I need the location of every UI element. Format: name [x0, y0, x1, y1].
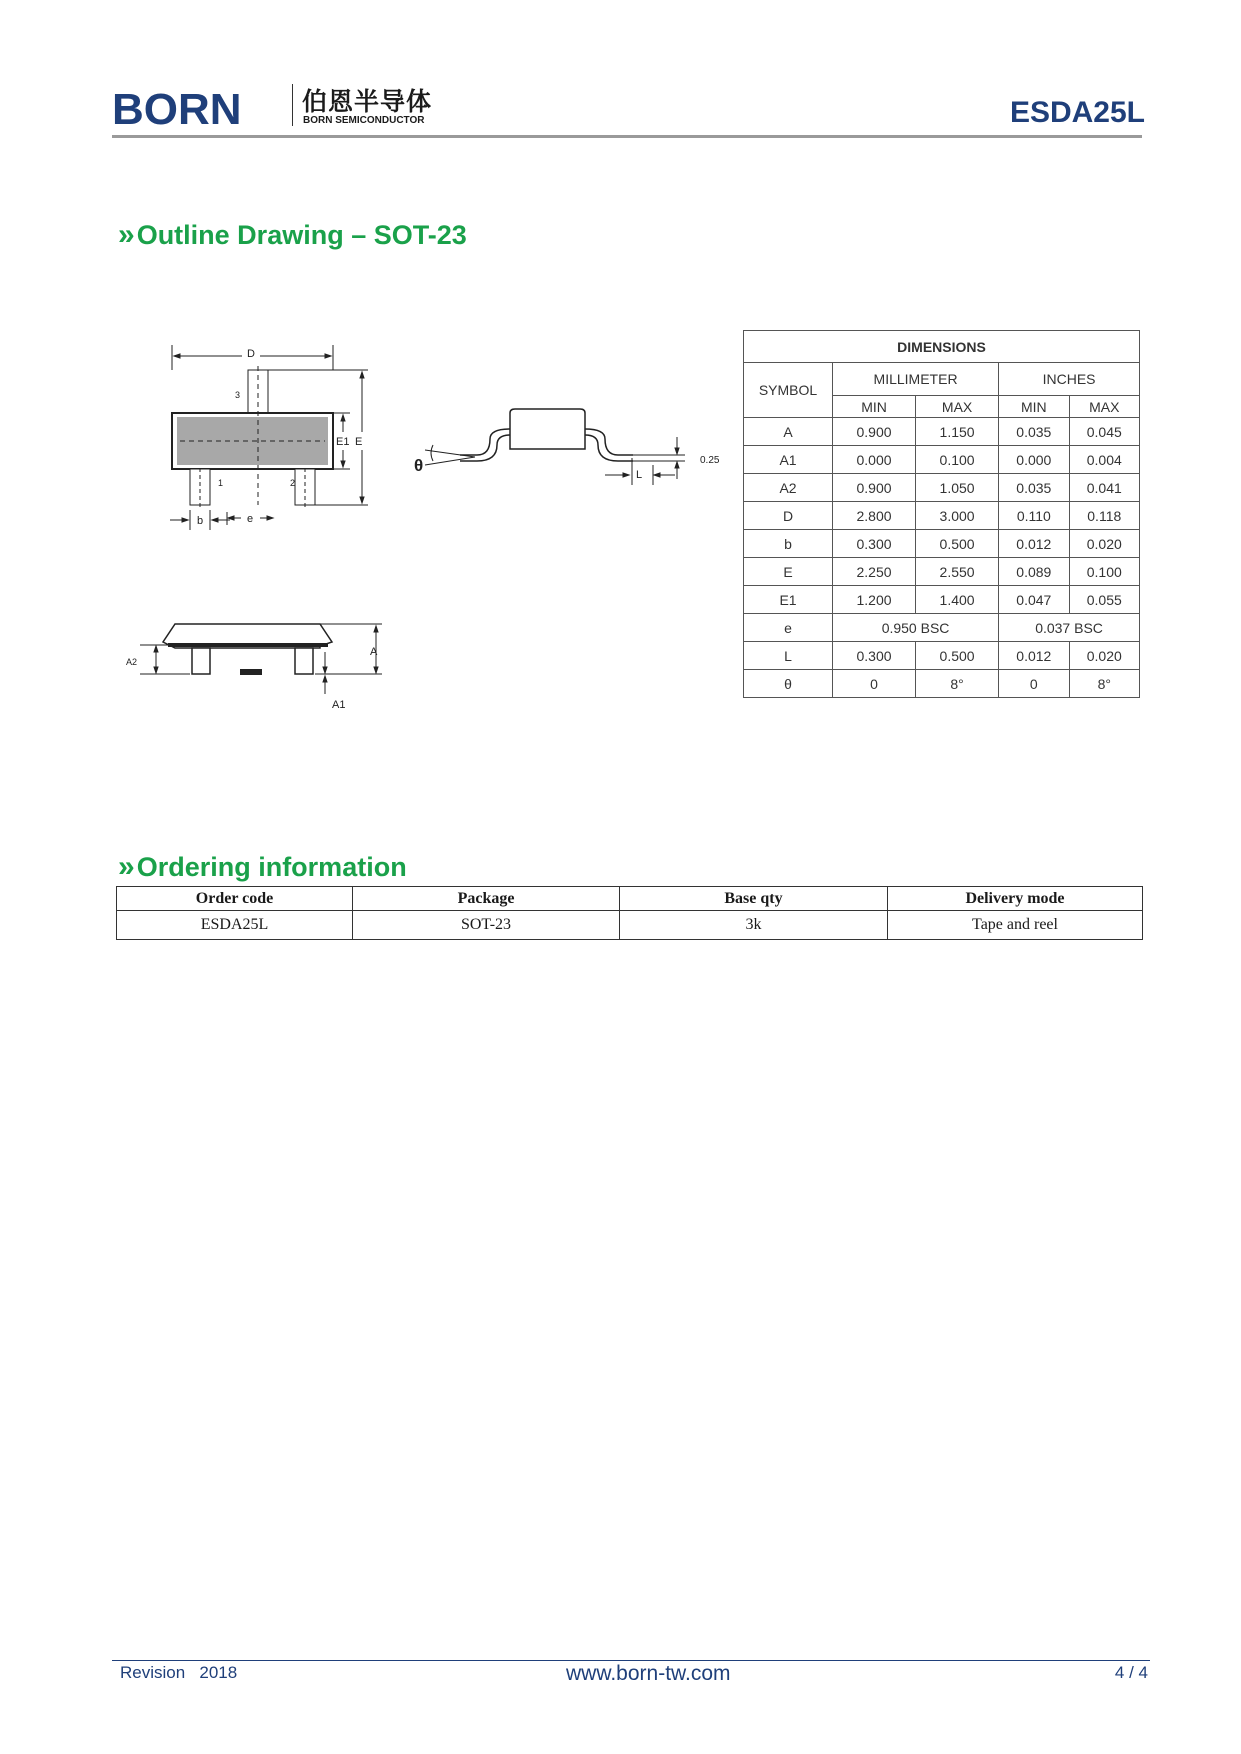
dim-value: 0.000: [999, 446, 1069, 474]
dim-value: 8°: [916, 670, 999, 698]
label-theta: θ: [414, 456, 424, 475]
column-header-order-code: Order code: [117, 887, 353, 911]
dim-symbol: A1: [744, 446, 833, 474]
label-pin1: 1: [218, 478, 224, 488]
dim-symbol: b: [744, 530, 833, 558]
dim-value: 1.150: [916, 418, 999, 446]
symbol-header: SYMBOL: [744, 363, 833, 418]
table-row: [744, 558, 1140, 586]
millimeter-header: MILLIMETER: [833, 363, 999, 396]
dim-value: 0: [833, 670, 916, 698]
ordering-information-title: [118, 850, 407, 884]
dim-value: 0.118: [1069, 502, 1139, 530]
dim-value: 0.012: [999, 530, 1069, 558]
column-header-delivery-mode: Delivery mode: [888, 887, 1143, 911]
label-D: D: [247, 348, 255, 360]
dim-value: 0.045: [1069, 418, 1139, 446]
dim-value: 2.800: [833, 502, 916, 530]
dim-value: 2.250: [833, 558, 916, 586]
dim-symbol: E: [744, 558, 833, 586]
table-row: [744, 446, 1140, 474]
footer-revision: Revision 2018: [120, 1663, 238, 1682]
dim-value: 0.055: [1069, 586, 1139, 614]
dim-value: 0.035: [999, 418, 1069, 446]
dim-value: 1.050: [916, 474, 999, 502]
label-A: A: [370, 646, 378, 658]
label-pin2: 2: [290, 478, 296, 488]
ordering-table: [116, 886, 1143, 940]
mm-max-header: MAX: [916, 396, 999, 418]
dim-value: 0.300: [833, 642, 916, 670]
dim-value: 0.047: [999, 586, 1069, 614]
dim-value: 0.037 BSC: [999, 614, 1140, 642]
table-row: [744, 530, 1140, 558]
dimensions-title: DIMENSIONS: [744, 331, 1140, 363]
dim-value: 0.035: [999, 474, 1069, 502]
table-row: [744, 670, 1140, 698]
dim-value: 1.200: [833, 586, 916, 614]
dim-symbol: L: [744, 642, 833, 670]
table-header-row: [117, 887, 1143, 911]
brand-english-name: BORN SEMICONDUCTOR: [303, 115, 425, 126]
footer-rule: [112, 1660, 1150, 1661]
dim-value: 0.089: [999, 558, 1069, 586]
label-pin3: 3: [235, 390, 241, 400]
dim-value: 0.500: [916, 530, 999, 558]
brand-chinese-name: 伯恩半导体: [302, 87, 433, 116]
in-min-header: MIN: [999, 396, 1069, 418]
dim-value: 3.000: [916, 502, 999, 530]
label-E: E: [355, 436, 363, 448]
table-row: [744, 474, 1140, 502]
outline-title-text: Outline Drawing – SOT-23: [136, 220, 467, 250]
dim-value: 0.500: [916, 642, 999, 670]
label-L: L: [636, 469, 643, 481]
table-row: [744, 418, 1140, 446]
dim-value: 2.550: [916, 558, 999, 586]
part-number: ESDA25L: [1009, 96, 1145, 129]
header-rule: [112, 135, 1142, 138]
dim-symbol: A: [744, 418, 833, 446]
dim-value: 0: [999, 670, 1069, 698]
footer-page-number: 4 / 4: [1114, 1663, 1148, 1682]
label-lead-thickness: 0.25: [700, 455, 720, 466]
dim-value: 0.020: [1069, 642, 1139, 670]
label-E1: E1: [336, 436, 350, 448]
table-row: [744, 502, 1140, 530]
dim-symbol: D: [744, 502, 833, 530]
label-e: e: [247, 513, 254, 525]
dim-value: 0.004: [1069, 446, 1139, 474]
table-row: [744, 614, 1140, 642]
ordering-title-text: Ordering information: [136, 852, 407, 882]
dim-value: 8°: [1069, 670, 1139, 698]
dim-value: 0.020: [1069, 530, 1139, 558]
dim-symbol: E1: [744, 586, 833, 614]
order-code-cell: ESDA25L: [117, 911, 353, 940]
base-qty-cell: 3k: [620, 911, 888, 940]
column-header-package: Package: [353, 887, 620, 911]
column-header-base-qty: Base qty: [620, 887, 888, 911]
side-profile-drawing: [405, 395, 735, 490]
label-b: b: [197, 515, 204, 527]
dim-value: 0.012: [999, 642, 1069, 670]
label-A2: A2: [126, 657, 138, 667]
table-row: [117, 911, 1143, 940]
dim-value: 0.000: [833, 446, 916, 474]
dim-value: 0.900: [833, 474, 916, 502]
table-row: [744, 586, 1140, 614]
dim-value: 0.041: [1069, 474, 1139, 502]
side-view-drawing: [120, 612, 390, 712]
born-logo: [112, 86, 282, 130]
logo-text: BORN: [112, 86, 242, 130]
dim-value: 0.110: [999, 502, 1069, 530]
package-cell: SOT-23: [353, 911, 620, 940]
dim-value: 0.100: [916, 446, 999, 474]
table-row: [744, 642, 1140, 670]
dimensions-table: [743, 330, 1140, 698]
title-marker: »: [118, 850, 135, 883]
dim-symbol: A2: [744, 474, 833, 502]
dim-value: 0.950 BSC: [833, 614, 999, 642]
dim-symbol: θ: [744, 670, 833, 698]
inches-header: INCHES: [999, 363, 1140, 396]
outline-drawing-title: [118, 218, 467, 252]
delivery-mode-cell: Tape and reel: [888, 911, 1143, 940]
dim-value: 0.300: [833, 530, 916, 558]
footer-website-link[interactable]: www.born-tw.com: [566, 1662, 731, 1685]
label-A1: A1: [332, 699, 346, 711]
title-marker: »: [118, 218, 135, 251]
mm-min-header: MIN: [833, 396, 916, 418]
logo-divider: [292, 84, 293, 126]
dim-symbol: e: [744, 614, 833, 642]
dim-value: 0.900: [833, 418, 916, 446]
in-max-header: MAX: [1069, 396, 1139, 418]
dim-value: 0.100: [1069, 558, 1139, 586]
top-view-drawing: [150, 340, 380, 550]
dim-value: 1.400: [916, 586, 999, 614]
